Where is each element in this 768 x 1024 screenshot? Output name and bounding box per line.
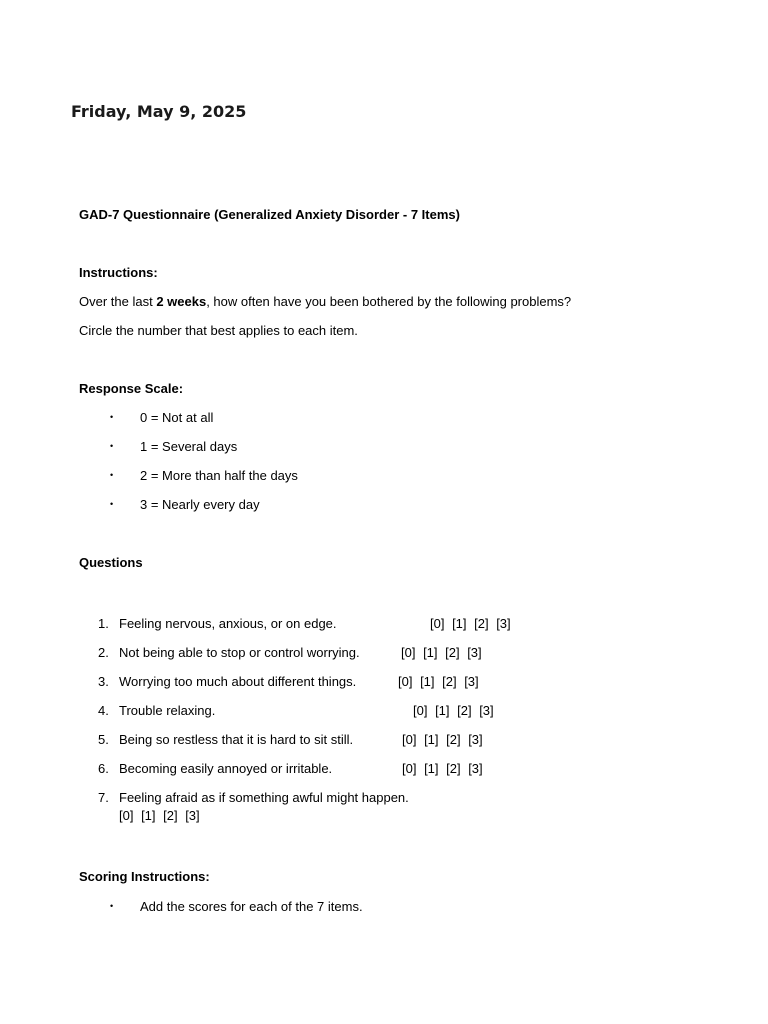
document-date: Friday, May 9, 2025 [71,102,247,121]
questions-heading: Questions [79,555,143,570]
question-number: 3. [98,674,109,689]
scoring-item: Add the scores for each of the 7 items. [140,899,363,914]
question-text: Trouble relaxing. [119,703,216,718]
bullet-icon: • [110,901,114,911]
bullet-icon: • [110,441,114,451]
question-number: 7. [98,790,109,805]
question-number: 2. [98,645,109,660]
bullet-icon: • [110,412,114,422]
document-title: GAD-7 Questionnaire (Generalized Anxiety Disorder - 7 Items) [79,207,460,222]
answer-options[interactable]: [0] [1] [2] [3] [401,645,482,660]
question-number: 6. [98,761,109,776]
answer-options[interactable]: [0] [1] [2] [3] [413,703,494,718]
response-scale-item: 0 = Not at all [140,410,214,425]
answer-options[interactable]: [0] [1] [2] [3] [402,732,483,747]
instructions-line-1-suffix: , how often have you been bothered by the following problems? [206,294,572,309]
scoring-heading: Scoring Instructions: [79,869,210,884]
response-scale-item: 1 = Several days [140,439,238,454]
answer-options[interactable]: [0] [1] [2] [3] [430,616,511,631]
instructions-line-2: Circle the number that best applies to each item. [79,323,358,338]
response-scale-item: 3 = Nearly every day [140,497,260,512]
question-text: Feeling afraid as if something awful might happen. [119,790,409,805]
answer-options[interactable]: [0] [1] [2] [3] [402,761,483,776]
bullet-icon: • [110,499,114,509]
question-number: 5. [98,732,109,747]
question-text: Becoming easily annoyed or irritable. [119,761,333,776]
instructions-line-1-bold: 2 weeks [156,294,207,309]
question-text: Being so restless that it is hard to sit still. [119,732,354,747]
question-number: 1. [98,616,109,631]
bullet-icon: • [110,470,114,480]
question-text: Worrying too much about different things. [119,674,357,689]
instructions-line-1 [79,294,571,309]
answer-options[interactable]: [0] [1] [2] [3] [119,808,200,823]
question-text: Feeling nervous, anxious, or on edge. [119,616,337,631]
question-number: 4. [98,703,109,718]
answer-options[interactable]: [0] [1] [2] [3] [398,674,479,689]
instructions-heading: Instructions: [79,265,158,280]
question-text: Not being able to stop or control worrying. [119,645,360,660]
response-scale-item: 2 = More than half the days [140,468,298,483]
instructions-line-1-prefix: Over the last [79,294,157,309]
response-scale-heading: Response Scale: [79,381,184,396]
